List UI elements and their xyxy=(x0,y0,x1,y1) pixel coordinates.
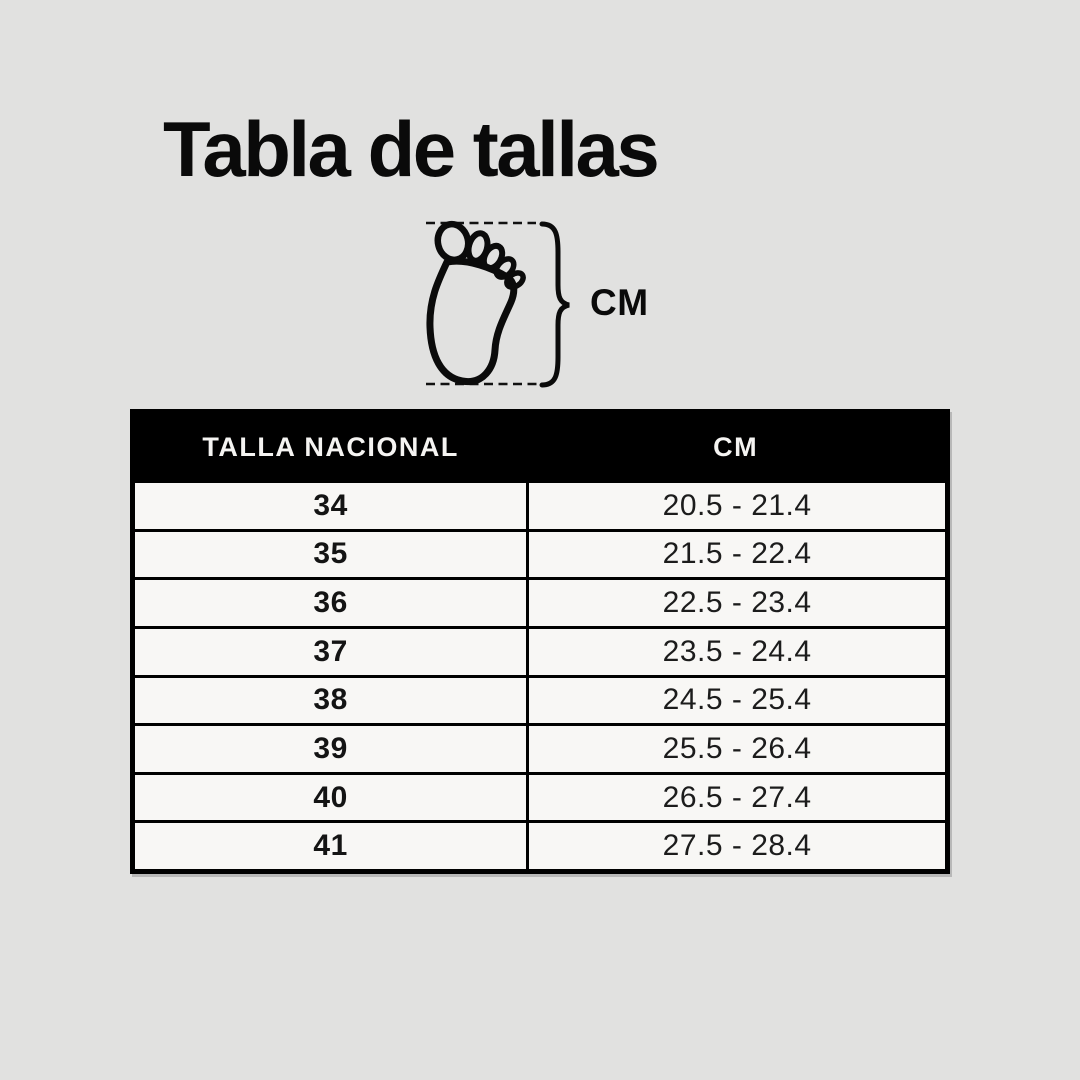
size-cell: 40 xyxy=(135,775,526,821)
cm-range-cell: 25.5 - 26.4 xyxy=(529,726,945,772)
table-row xyxy=(135,629,945,675)
cm-range-cell: 22.5 - 23.4 xyxy=(529,580,945,626)
table-header-row xyxy=(135,414,945,480)
table-row xyxy=(135,678,945,724)
size-table xyxy=(130,409,950,874)
size-cell: 38 xyxy=(135,678,526,724)
size-cell: 34 xyxy=(135,483,526,529)
cm-range-cell: 20.5 - 21.4 xyxy=(529,483,945,529)
footprint-icon xyxy=(430,221,526,382)
table-row xyxy=(135,532,945,578)
cm-range-cell: 27.5 - 28.4 xyxy=(529,823,945,869)
table-row xyxy=(135,580,945,626)
cm-range-cell: 21.5 - 22.4 xyxy=(529,532,945,578)
foot-measure-graphic xyxy=(420,210,580,405)
cm-range-cell: 26.5 - 27.4 xyxy=(529,775,945,821)
table-row xyxy=(135,483,945,529)
size-cell: 41 xyxy=(135,823,526,869)
foot-measurement-illustration xyxy=(420,210,690,405)
curly-brace-icon xyxy=(542,224,569,385)
page-title: Tabla de tallas xyxy=(163,105,658,193)
unit-label: CM xyxy=(590,282,649,323)
size-cell: 39 xyxy=(135,726,526,772)
table-row xyxy=(135,726,945,772)
table-row xyxy=(135,823,945,869)
size-cell: 35 xyxy=(135,532,526,578)
table-row xyxy=(135,775,945,821)
cm-range-cell: 24.5 - 25.4 xyxy=(529,678,945,724)
column-header-talla-nacional: TALLA NACIONAL xyxy=(202,431,459,462)
column-header-cm: CM xyxy=(713,431,759,462)
size-cell: 37 xyxy=(135,629,526,675)
cm-range-cell: 23.5 - 24.4 xyxy=(529,629,945,675)
size-cell: 36 xyxy=(135,580,526,626)
